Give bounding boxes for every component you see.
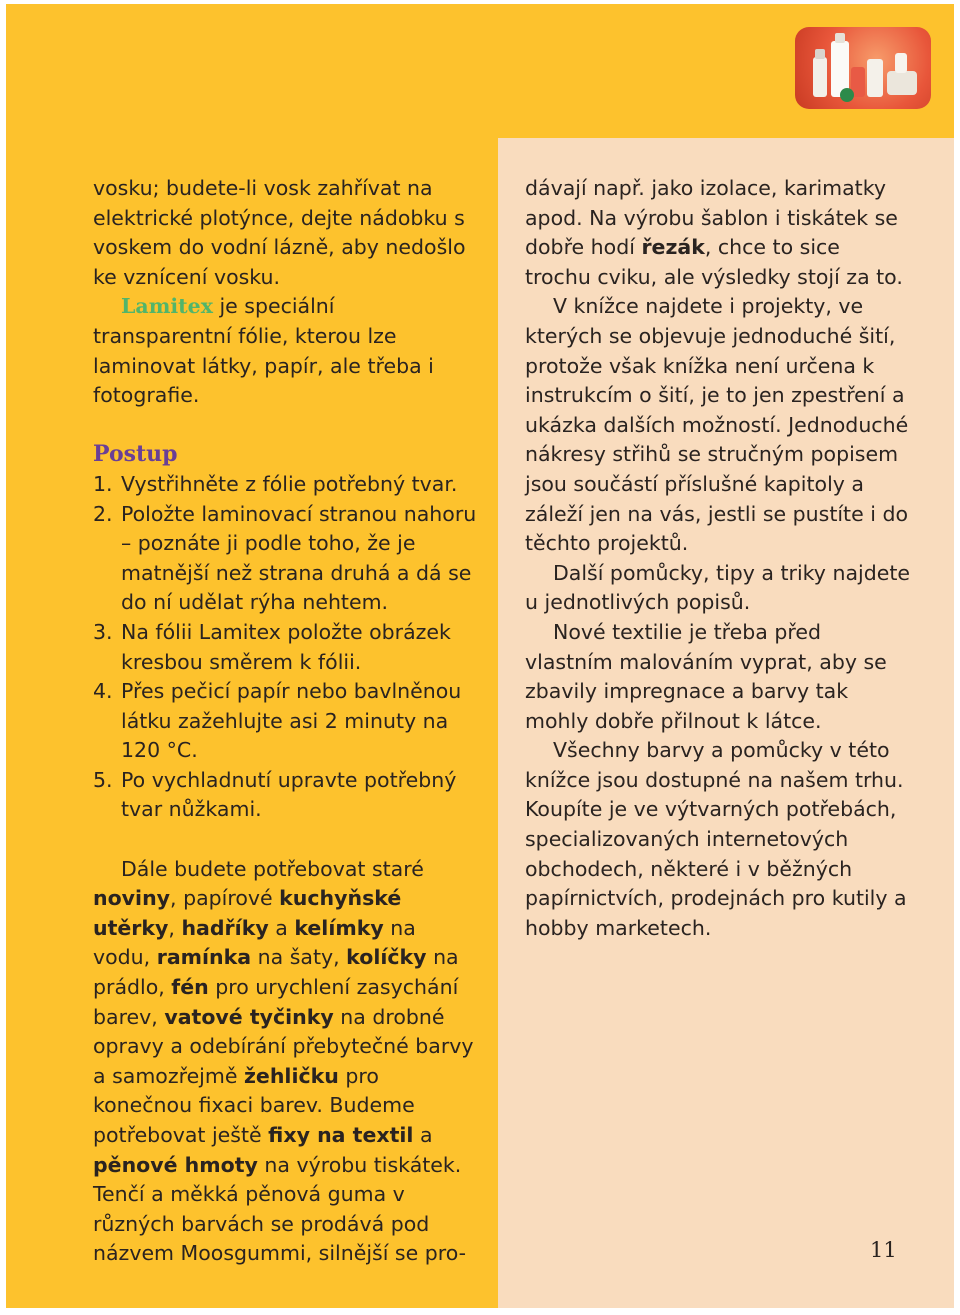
step-item: [93, 618, 478, 677]
tools-text: a: [268, 915, 295, 940]
step-item: [93, 470, 478, 500]
tools-text: na vodu,: [93, 915, 416, 970]
tools-text: pro konečnou fixaci barev. Budeme potřebovat ještě: [93, 1063, 415, 1147]
step-item: [93, 500, 478, 618]
step-number: 1.: [93, 471, 113, 496]
page-number: 11: [870, 1238, 897, 1262]
intro-paragraph: vosku; budete-li vosk zahřívat na elektrické plotýnce, dejte nádobku s voskem do vodní lázně, aby nedošlo ke vznícení vosku.: [93, 176, 466, 289]
step-number: 3.: [93, 619, 113, 644]
step-item: [93, 766, 478, 825]
tool-term: fén: [171, 975, 209, 1000]
paragraph-gap: [93, 825, 478, 855]
availability-paragraph: Všechny barvy a pomůcky v této knížce jsou dostupné na našem trhu. Koupíte je ve výtvarných potřebách, specializovaných internetových obchodech, některé i v běžných papírnictvích, prodejnách pro kutily a hobby marketech.: [525, 738, 907, 940]
tool-term: kolíčky: [346, 945, 427, 970]
left-column: [93, 174, 478, 1269]
tools-paragraph: [93, 855, 478, 1269]
section-heading-postup: Postup: [93, 441, 178, 468]
paint-bottles-illustration: [795, 27, 931, 109]
tool-term: kuchyňské utěrky: [93, 886, 402, 940]
tools-text: na šaty,: [251, 945, 347, 970]
tool-term: řezák: [641, 235, 705, 260]
step-item: [93, 677, 478, 766]
tools-text: a: [413, 1123, 433, 1147]
tools-text: Dále budete potřebovat staré: [121, 856, 424, 881]
lamitex-paragraph: [93, 292, 478, 410]
tool-term: fixy na textil: [268, 1123, 414, 1147]
lamitex-term: Lamitex: [121, 294, 213, 319]
step-text: Položte laminovací stranou nahoru – poznáte ji podle toho, že je matnější než strana druhá a dá se do ní udělat rýha nehtem.: [121, 501, 477, 615]
body-text: , chce to sice trochu cviku, ale výsledky stojí za to.: [525, 235, 903, 289]
tool-term: kelímky: [294, 915, 384, 940]
tools-text: na drobné opravy a odebírání přebytečné barvy a samozřejmě: [93, 1004, 474, 1088]
tools-text: na výrobu tiskátek. Tenčí a měkká pěnová guma v různých barvách se prodává pod názvem Moosgummi, silnější se pro-: [93, 1152, 467, 1266]
paint-bottles-photo: [795, 27, 931, 109]
tool-term: hadříky: [181, 915, 269, 940]
tools-text: ,: [168, 915, 182, 940]
tools-text: na prádlo,: [93, 945, 459, 1000]
tool-term: žehličku: [243, 1063, 339, 1088]
step-number: 4.: [93, 679, 113, 704]
step-number: 5.: [93, 767, 113, 792]
tool-term: pěnové hmoty: [93, 1152, 258, 1177]
continued-paragraph: [525, 174, 910, 292]
sewing-paragraph: V knížce najdete i projekty, ve kterých se objevuje jednoduché šití, protože však knížka není určena k instrukcím o šití, je to jen zpestření a ukázka dalších možností. Jednoduché nákresy střihů se stručným popisem jsou součástí příslušné kapitoly a záleží jen na vás, jestli se pustíte i do těchto projektů.: [525, 294, 909, 556]
step-number: 2.: [93, 501, 113, 526]
step-text: Na fólii Lamitex položte obrázek kresbou směrem k fólii.: [121, 619, 451, 674]
step-text: Přes pečicí papír nebo bavlněnou látku zažehlujte asi 2 minuty na 120 °C.: [121, 679, 462, 763]
tool-term: ramínka: [156, 945, 252, 970]
step-text: Po vychladnutí upravte potřebný tvar nůžkami.: [121, 767, 457, 822]
body-text: dávají např. jako izolace, karimatky apod. Na výrobu šablon i tiskátek se dobře hodí: [525, 176, 898, 260]
tools-text: pro urychlení zasychání barev,: [93, 975, 459, 1029]
tools-text: , papírové: [170, 886, 280, 911]
tool-term: noviny: [93, 886, 171, 911]
step-text: Vystřihněte z fólie potřebný tvar.: [121, 471, 458, 496]
right-column: [525, 174, 910, 943]
lamitex-description: je speciální transparentní fólie, kterou lze laminovat látky, papír, ale třeba i fotografie.: [93, 294, 434, 408]
steps-list: [93, 470, 478, 825]
tips-paragraph: Další pomůcky, tipy a triky najdete u jednotlivých popisů.: [525, 560, 910, 615]
textile-paragraph: Nové textilie je třeba před vlastním malováním vyprat, aby se zbavily impregnace a barvy tak mohly dobře přilnout k látce.: [525, 619, 887, 733]
tool-term: vatové tyčinky: [164, 1004, 334, 1029]
